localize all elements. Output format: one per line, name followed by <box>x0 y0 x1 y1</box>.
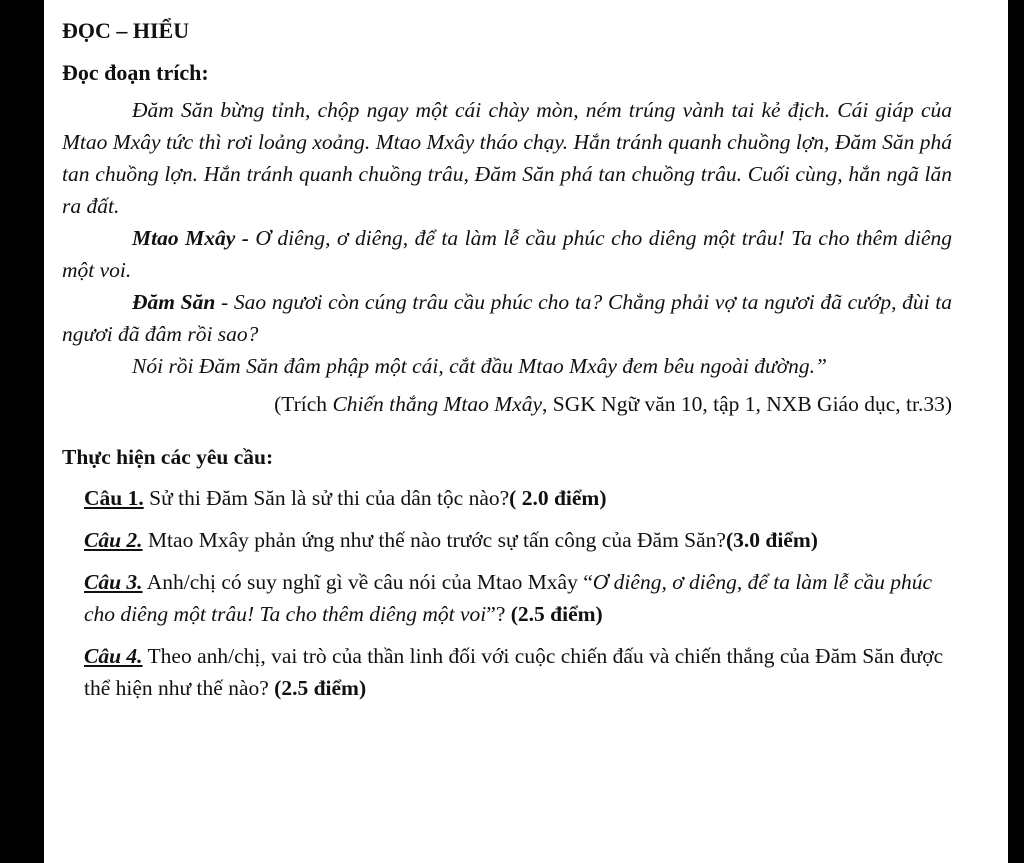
section-heading: ĐỌC – HIỂU <box>62 18 190 43</box>
question-text: Sử thi Đăm Săn là sử thi của dân tộc nào? <box>143 486 510 510</box>
excerpt-paragraph-2 <box>62 222 952 286</box>
excerpt-paragraph-1: Đăm Săn bừng tỉnh, chộp ngay một cái chày mòn, ném trúng vành tai kẻ địch. Cái giáp của Mtao Mxây tức thì rơi loảng xoảng. Mtao Mxây tháo chạy. Hắn tránh quanh chuồng lợn, Đăm Săn phá tan chuồng lợn. Hắn tránh quanh chuồng trâu, Đăm Săn phá tan chuồng trâu. Cuối cùng, hắn ngã lăn ra đất. <box>62 98 952 218</box>
speech-mtao-mxay: Ơ diêng, ơ diêng, để ta làm lễ cầu phúc cho diêng một trâu! Ta cho thêm diêng một voi. <box>62 226 952 282</box>
question-label: Câu 1. <box>84 486 144 510</box>
question-text-after: ”? <box>486 602 511 626</box>
question-3 <box>84 566 952 630</box>
question-quote: Ơ diêng, ơ diêng, để ta làm lễ cầu phúc cho diêng một trâu! Ta cho thêm diêng một voi <box>84 570 933 626</box>
document-content <box>62 16 952 714</box>
source-prefix: (Trích <box>274 392 333 416</box>
question-label: Câu 2. <box>84 528 143 552</box>
question-label: Câu 3. <box>84 570 143 594</box>
document-page <box>44 0 1008 863</box>
excerpt-paragraph-3 <box>62 286 952 350</box>
excerpt-paragraph-4: Nói rồi Đăm Săn đâm phập một cái, cắt đầu Mtao Mxây đem bêu ngoài đường.” <box>132 354 828 378</box>
question-points: ( 2.0 điểm) <box>509 486 607 510</box>
source-suffix: , SGK Ngữ văn 10, tập 1, NXB Giáo dục, tr.33) <box>542 392 952 416</box>
question-1 <box>84 482 952 514</box>
source-citation <box>62 388 952 420</box>
reading-label: Đọc đoạn trích: <box>62 60 209 85</box>
speech-dam-san: - Sao ngươi còn cúng trâu cầu phúc cho ta? Chẳng phải vợ ta ngươi đã cướp, đùi ta ngươi đã đâm rồi sao? <box>62 290 953 346</box>
speaker-mtao-mxay: Mtao Mxây - <box>132 226 249 250</box>
question-points: (2.5 điểm) <box>274 676 367 700</box>
question-text: Theo anh/chị, vai trò của thần linh đối với cuộc chiến đấu và chiến thắng của Đăm Săn được thể hiện như thế nào? <box>84 644 944 700</box>
question-points: (2.5 điểm) <box>510 602 603 626</box>
question-text: Mtao Mxây phản ứng như thế nào trước sự tấn công của Đăm Săn? <box>142 528 726 552</box>
source-title: Chiến thắng Mtao Mxây <box>332 392 543 416</box>
speaker-dam-san: Đăm Săn <box>132 290 216 314</box>
question-text: Anh/chị có suy nghĩ gì về câu nói của Mtao Mxây “ <box>142 570 593 594</box>
question-label: Câu 4. <box>84 644 143 668</box>
question-4 <box>84 640 952 704</box>
question-2 <box>84 524 952 556</box>
tasks-title: Thực hiện các yêu cầu: <box>62 445 274 469</box>
question-points: (3.0 điểm) <box>725 528 818 552</box>
